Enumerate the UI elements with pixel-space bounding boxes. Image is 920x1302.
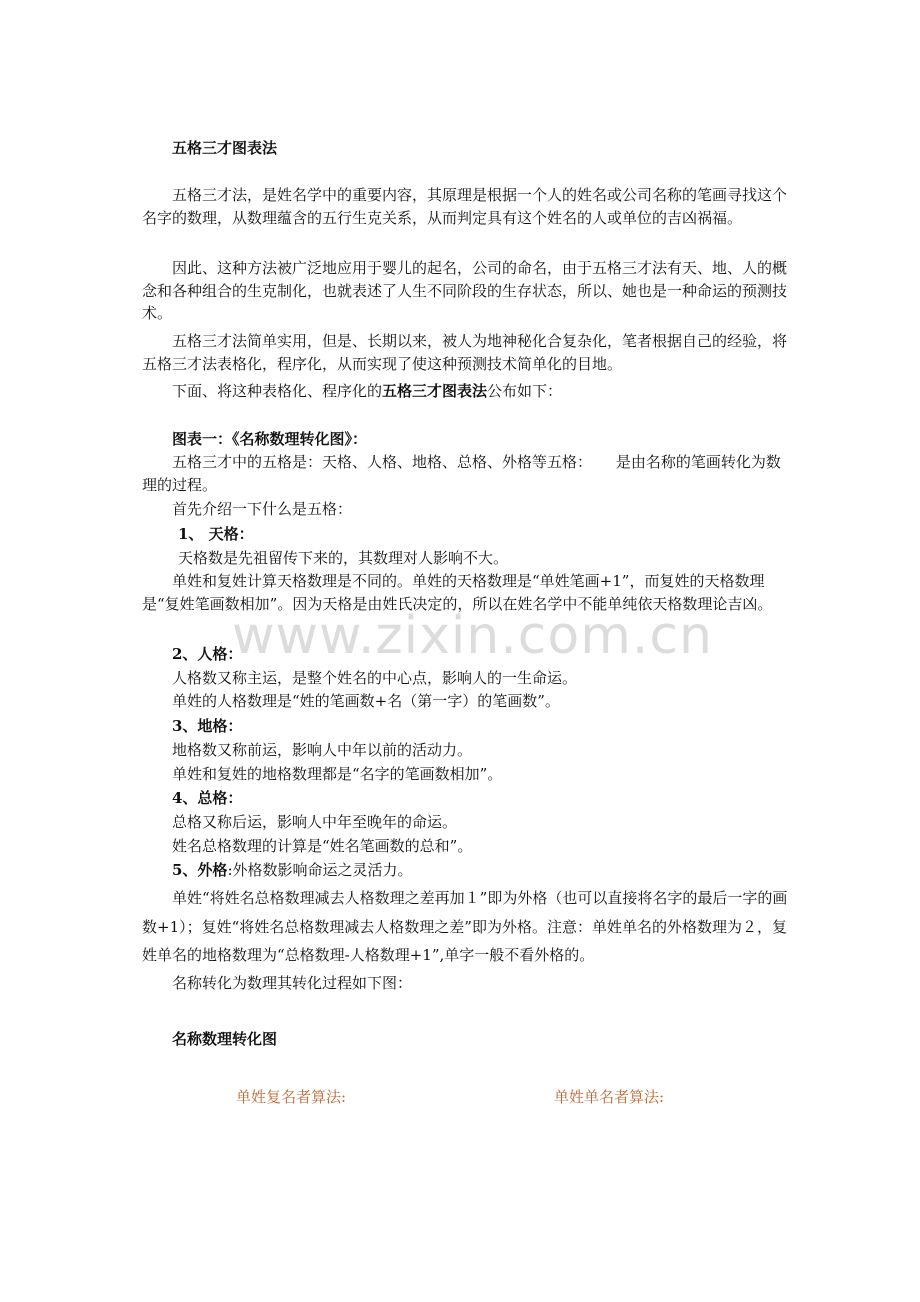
convert-note: 名称转化为数理其转化过程如下图：	[172, 974, 413, 992]
section-tian-heading: 1、 天格：	[178, 525, 254, 543]
section-di-line-2: 单姓和复姓的地格数理都是“名字的笔画数相加”。	[172, 765, 503, 783]
section-zong-line-2: 姓名总格数理的计算是“姓名笔画数的总和”。	[172, 837, 473, 855]
section-tian-paragraph: 单姓和复姓计算天格数理是不同的。单姓的天格数理是“单姓笔画+1”，而复姓的天格数理是“复姓笔画数相加”。因为天格是由姓氏决定的，所以在姓名学中不能单纯依天格数理论吉凶。	[142, 572, 773, 613]
section-di-line-1: 地格数又称前运，影响人中年以前的活动力。	[172, 741, 473, 759]
intro-paragraph-1: 五格三才法，是姓名学中的重要内容，其原理是根据一个人的姓名或公司名称的笔画寻找这个名字的数理，从数理蕴含的五行生克关系，从而判定具有这个姓名的人或单位的吉凶祸福。	[142, 186, 788, 227]
section-wai-heading: 5、外格	[172, 861, 228, 879]
section-zong-line-1: 总格又称后运，影响人中年至晚年的命运。	[172, 813, 458, 831]
chart1-heading: 图表一：《名称数理转化图》：	[172, 430, 368, 448]
section-ren-heading: 2、人格：	[172, 645, 243, 663]
figure-heading: 名称数理转化图	[172, 1030, 278, 1048]
section-ren-line-2: 单姓的人格数理是“姓的笔画数+名（第一字）的笔画数”。	[172, 692, 560, 710]
section-wai-paragraph: 单姓“将姓名总格数理减去人格数理之差再加１”即为外格（也可以直接将名字的最后一字的画数+1）；复姓“将姓名总格数理减去人格数理之差”即为外格。注意：单姓单名的外格数理为２，复姓单名的地格数理为“总格数理-人格数理+1”,单字一般不看外格的。	[142, 889, 788, 964]
section-ren-line-1: 人格数又称主运，是整个姓名的中心点，影响人的一生命运。	[172, 669, 578, 687]
intro-paragraph-2: 因此、这种方法被广泛地应用于婴儿的起名，公司的命名，由于五格三才法有天、地、人的概念和各种组合的生克制化，也就表述了人生不同阶段的生存状态，所以、她也是一种命运的预测技术。	[142, 259, 788, 322]
intro-p4-bold: 五格三才图表法	[382, 382, 488, 400]
section-zong-heading: 4、总格：	[172, 789, 243, 807]
page-title: 五格三才图表法	[172, 139, 278, 157]
intro-p4-post: 公布如下：	[487, 382, 563, 400]
section-wai-rest: :外格数影响命运之灵活力。	[227, 861, 413, 879]
watermark: www.zixin.com.cn	[232, 606, 713, 666]
intro-paragraph-4	[172, 380, 822, 402]
section-wai-line	[172, 859, 822, 881]
chart1-paragraph-2: 首先介绍一下什么是五格：	[172, 500, 353, 518]
section-tian-line: 天格数是先祖留传下来的，其数理对人影响不大。	[178, 549, 509, 567]
right-method-label: 单姓单名者算法:	[554, 1088, 665, 1106]
intro-paragraph-3: 五格三才法简单实用，但是、长期以来，被人为地神秘化合复杂化，笔者根据自己的经验，将五格三才法表格化，程序化，从而实现了使这种预测技术简单化的目地。	[142, 332, 788, 373]
chart1-paragraph-1: 五格三才中的五格是：天格、人格、地格、总格、外格等五格： 是由名称的笔画转化为数理的过程。	[142, 453, 781, 494]
left-method-label: 单姓复名者算法:	[236, 1088, 347, 1106]
section-di-heading: 3、地格：	[172, 717, 243, 735]
intro-p4-pre: 下面、将这种表格化、程序化的	[172, 382, 383, 400]
